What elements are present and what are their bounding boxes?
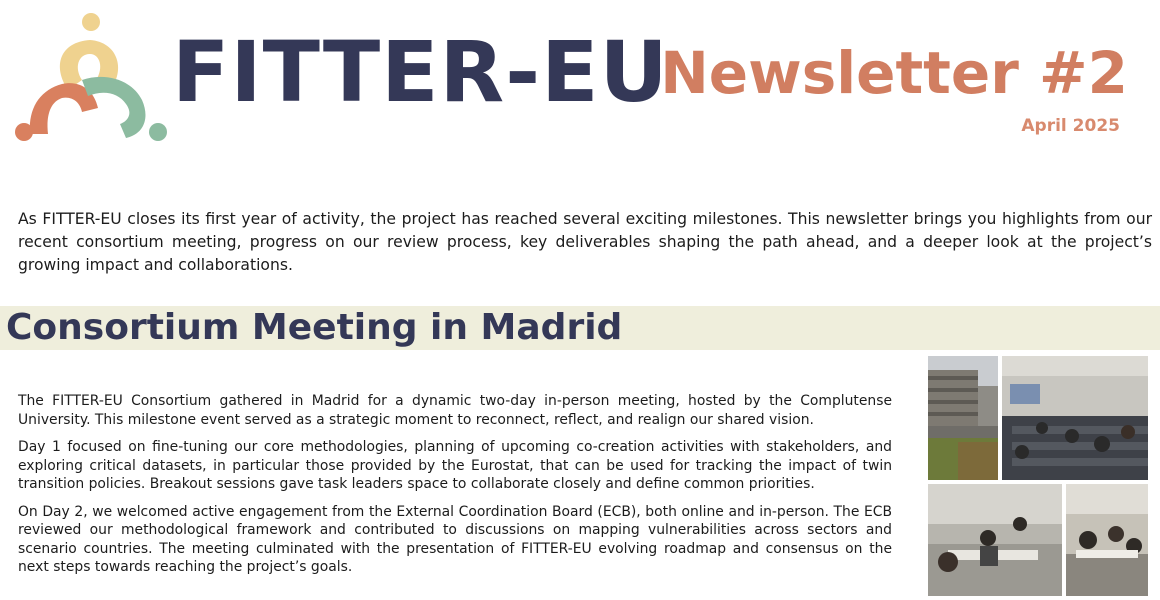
paragraph-day2: On Day 2, we welcomed active engagement from the External Coordination Board (ECB), both online and in-person. The ECB reviewed our methodological framework and contributed to discussions on mapping vulnerabilities across sectors and scenario countries. The meeting culminated with the presentation of FITTER-EU evolving roadmap and consensus on the next steps towards reaching the project’s goals. [18,503,892,575]
paragraph-intro: The FITTER-EU Consortium gathered in Madrid for a dynamic two-day in-person meeting, hosted by the Complutense University. This milestone event served as a strategic moment to reconnect, reflect, and realign our shared vision. [18,393,892,428]
newsletter-title: Newsletter #2 [660,39,1128,107]
newsletter-date: April 2025 [1021,116,1120,136]
brand-title: FITTER-EU [172,23,669,121]
photo-campus-exterior [928,356,998,480]
photo-breakout-session [928,484,1062,596]
logo-dot-right [149,123,167,141]
photo-lecture-hall [1002,356,1148,480]
section-title: Consortium Meeting in Madrid [6,307,623,348]
fitter-eu-logo-icon [10,8,172,146]
logo-dot-top [82,13,100,31]
logo-dot-left [15,123,33,141]
section-body [18,392,892,586]
newsletter-header [0,0,1160,160]
paragraph-day1: Day 1 focused on fine-tuning our core methodologies, planning of upcoming co-creation activities with stakeholders, and exploring critical datasets, in particular those provided by the Eurostat, that can be used for tracking the impact of twin transition policies. Breakout sessions gave task leaders space to collaborate closely and define common priorities. [18,439,892,492]
intro-paragraph: As FITTER-EU closes its first year of activity, the project has reached several exciting milestones. This newsletter brings you highlights from our recent consortium meeting, progress on our review process, key deliverables shaping the path ahead, and a deeper look at the project’s growing impact and collaborations. [18,210,1152,274]
photo-meeting-discussion [1066,484,1148,596]
